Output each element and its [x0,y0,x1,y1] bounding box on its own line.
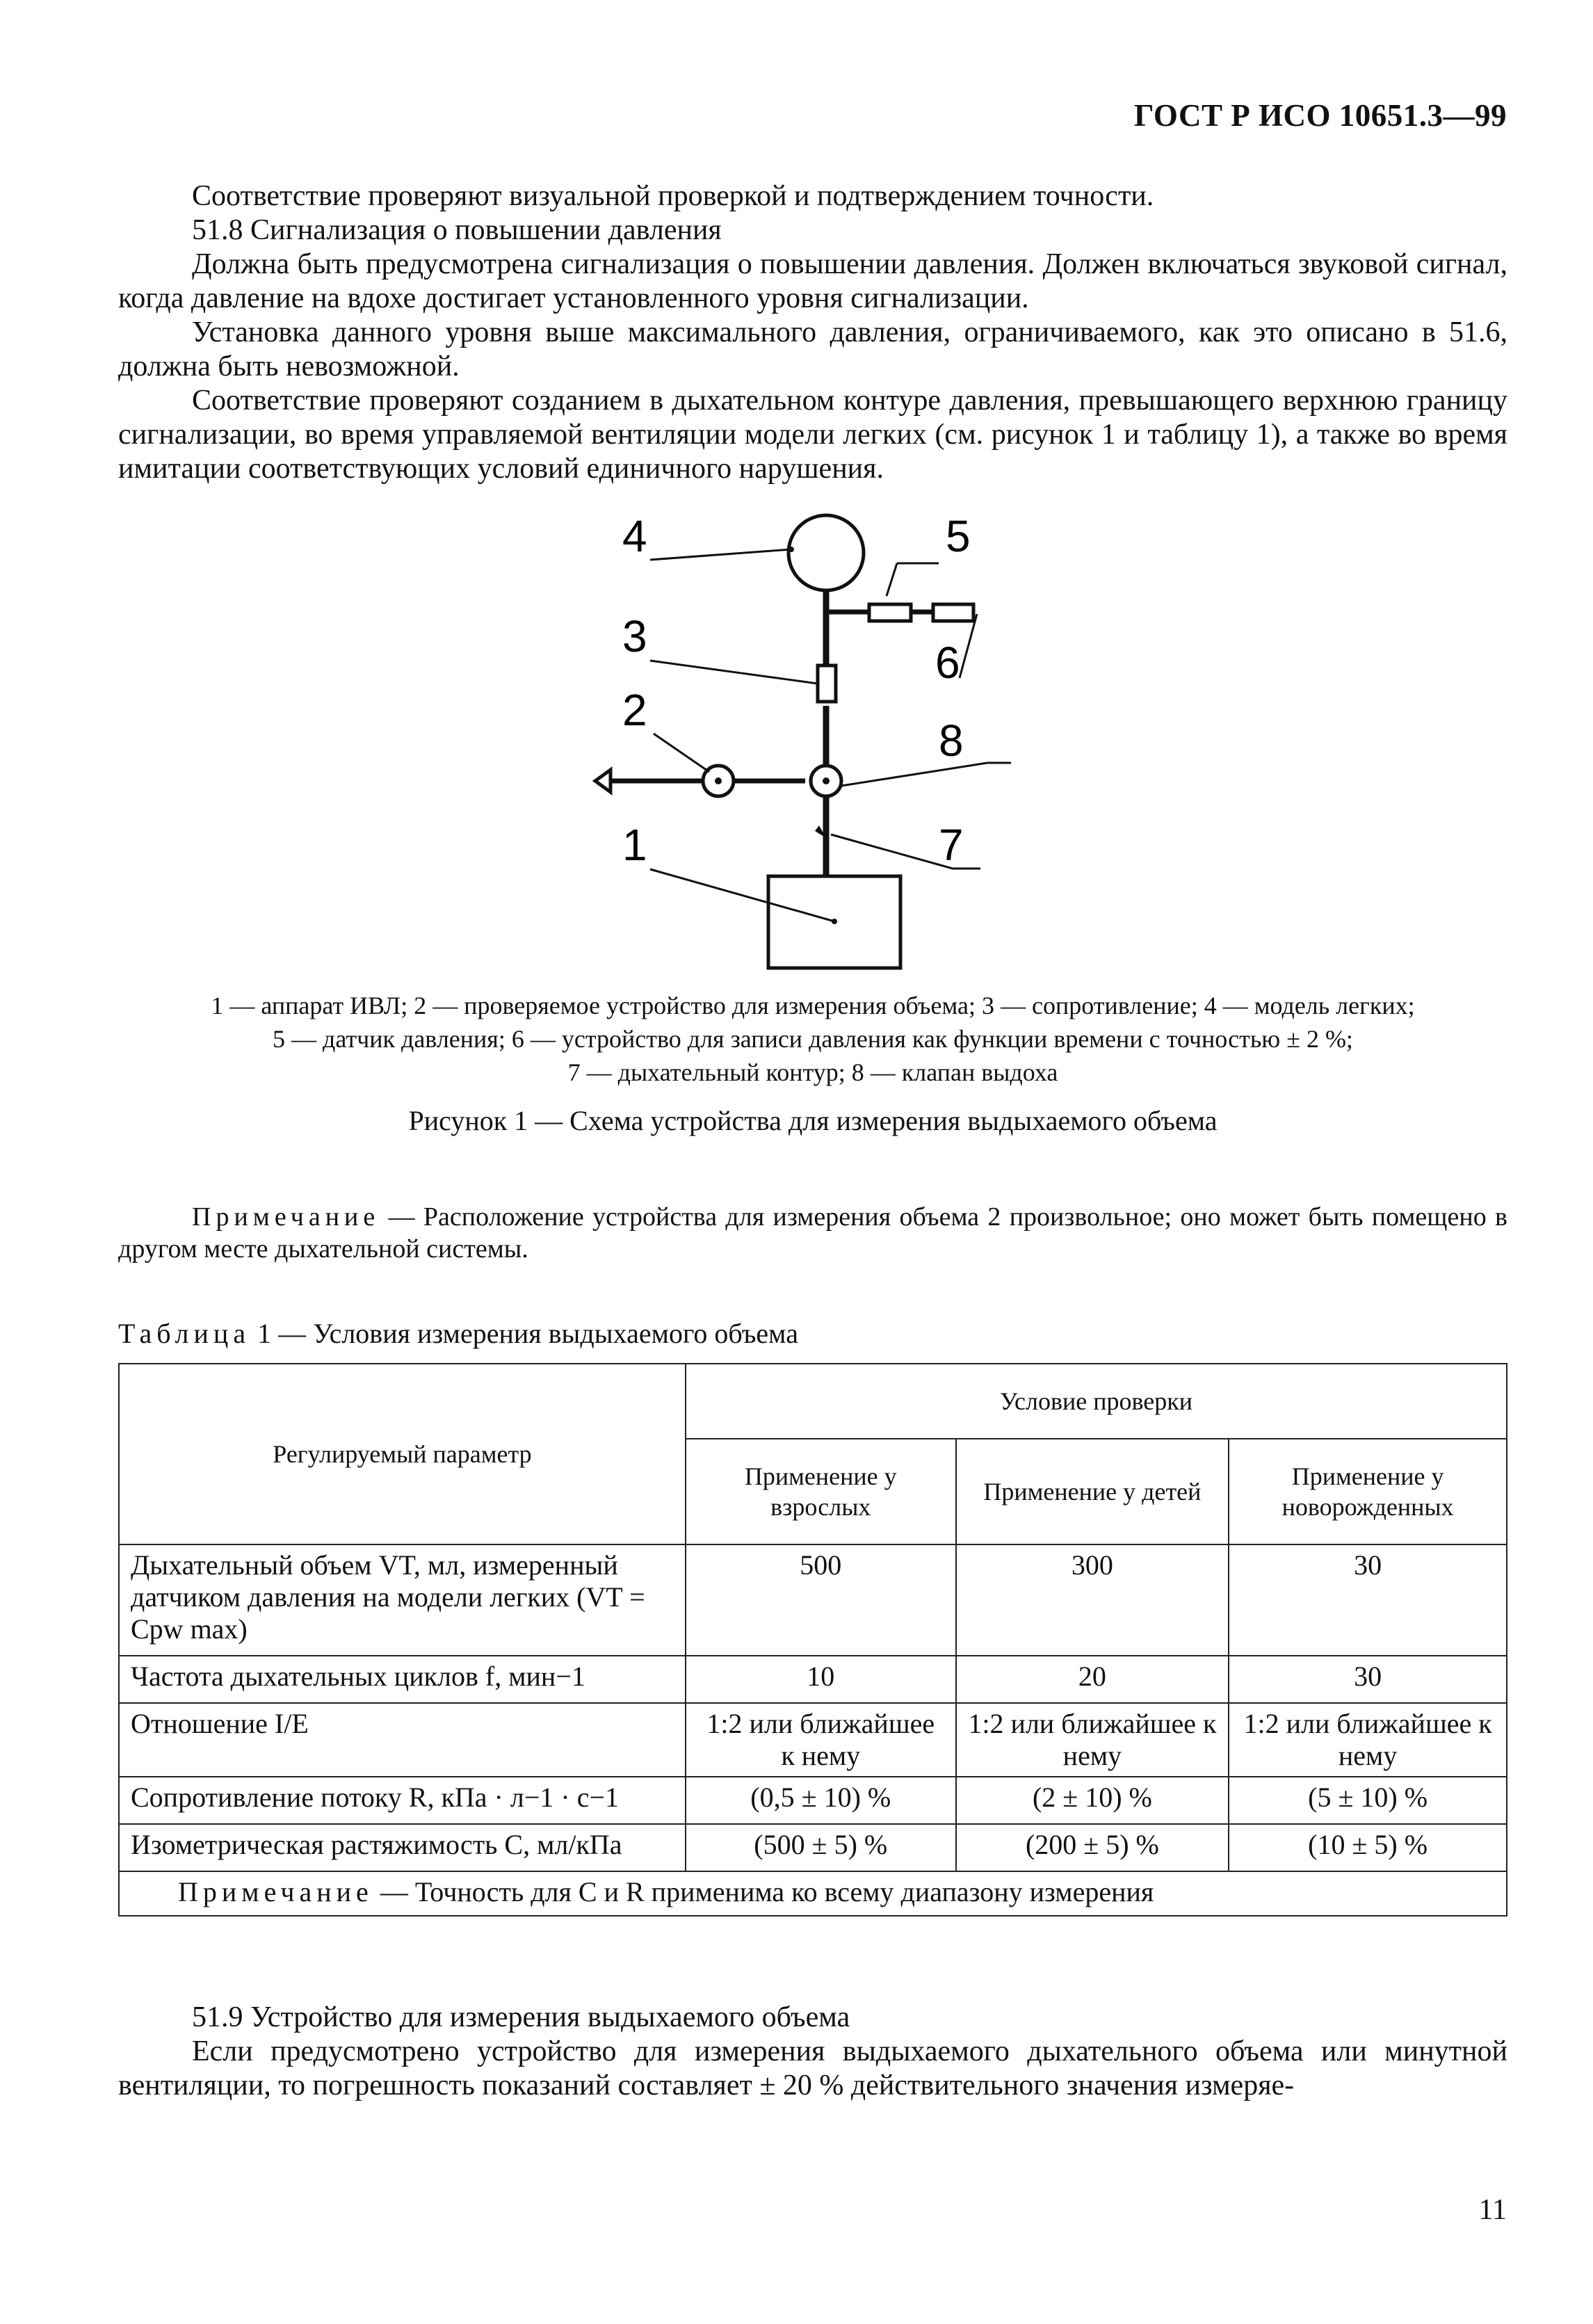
row-param-compliance: Изометрическая растяжимость C, мл/кПа [119,1824,686,1871]
legend-line-1: 1 — аппарат ИВЛ; 2 — проверяемое устройство для измерения объема; 3 — сопротивление; 4 — модель легких; [211,992,1415,1019]
cell-value: 30 [1229,1544,1507,1656]
note-label: Примечание [192,1202,380,1232]
cell-value: 10 [686,1656,956,1703]
document-code: ГОСТ Р ИСО 10651.3—99 [1133,98,1507,133]
cell-value: 20 [956,1656,1229,1703]
cell-value: (2 ± 10) % [956,1777,1229,1824]
label-1: 1 [622,820,647,870]
row-param-ie-ratio: Отношение I/E [119,1703,686,1777]
paragraph-volume-device: Если предусмотрено устройство для измерения выдыхаемого дыхательного объема или минутной вентиляции, то погрешность показаний составляет ± 20 % действительного значения измеряе- [118,2035,1507,2101]
section-51-9 [118,2001,1507,2103]
cell-value: 1:2 или ближайшее к нему [686,1703,956,1777]
section-heading-51-9: 51.9 Устройство для измерения выдыхаемого объема [192,2001,850,2033]
header-parameter: Регулируемый параметр [119,1364,686,1544]
table-note-label: Примечание [178,1876,373,1907]
row-param-frequency: Частота дыхательных циклов f, мин−1 [119,1656,686,1703]
table-note-row [119,1871,1507,1916]
table-caption-text: 1 — Условия измерения выдыхаемого объема [250,1318,798,1349]
cell-value: (0,5 ± 10) % [686,1777,956,1824]
paragraph-level: Установка данного уровня выше максимального давления, ограничиваемого, как это описано в 51.6, должна быть невозможной. [118,316,1507,382]
figure-1-diagram [591,504,1036,981]
page-number: 11 [1478,2194,1507,2226]
table-row [119,1824,1507,1871]
outlet-arrow [595,770,610,792]
column-adults: Применение у взрослых [686,1439,956,1544]
section-heading-51-8: 51.8 Сигнализация о повышении давления [192,214,722,246]
label-3: 3 [622,611,647,661]
paragraph-alarm: Должна быть предусмотрена сигнализация о повышении давления. Должен включаться звуковой сигнал, когда давление на вдохе достигает установленного уровня сигнализации. [118,248,1507,314]
legend-line-3: 7 — дыхательный контур; 8 — клапан выдоха [567,1058,1058,1086]
table-caption [118,1317,798,1350]
cell-value: (5 ± 10) % [1229,1777,1507,1824]
label-4: 4 [622,511,647,561]
row-param-resistance: Сопротивление потоку R, кПа · л−1 · с−1 [119,1777,686,1824]
column-newborns: Применение у новорожденных [1229,1439,1507,1544]
pressure-sensor [869,604,911,621]
label-2: 2 [622,685,647,735]
header-condition: Условие проверки [686,1364,1507,1439]
cell-value: 500 [686,1544,956,1656]
legend-line-2: 5 — датчик давления; 6 — устройство для записи давления как функции времени с точностью ± 2 %; [273,1025,1353,1053]
paragraph-compliance: Соответствие проверяют визуальной проверкой и подтверждением точности. [192,180,1154,212]
table-caption-label: Таблица [118,1318,251,1349]
table-note-text: — Точность для C и R применима ко всему диапазону измерения [380,1876,1154,1907]
cell-value: 30 [1229,1656,1507,1703]
table-row [119,1703,1507,1777]
table-row [119,1777,1507,1824]
table-note [119,1871,1507,1916]
label-7: 7 [939,820,964,870]
paragraph-test: Соответствие проверяют созданием в дыхательном контуре давления, превышающего верхнюю границу сигнализации, во время управляемой вентиляции модели легких (см. рисунок 1 и таблицу 1), а также во время имитации соответствующих условий единичного нарушения. [118,385,1507,485]
cell-value: 1:2 или ближайшее к нему [1229,1703,1507,1777]
label-6: 6 [935,638,960,688]
row-param-tidal-volume: Дыхательный объем VT, мл, измеренный датчиком давления на модели легких (VT = Cpw max) [119,1544,686,1656]
figure-note [118,1201,1507,1265]
figure-legend [118,989,1507,1089]
pressure-recorder [933,604,973,621]
note-text: — Расположение устройства для измерения объема 2 произвольное; оно может быть помещено в другом месте дыхательной системы. [118,1202,1508,1264]
cell-value: (500 ± 5) % [686,1824,956,1871]
cell-value: (10 ± 5) % [1229,1824,1507,1871]
lung-model-circle [789,515,864,590]
intro-text [118,179,1507,486]
resistance-element [818,665,836,702]
table-row [119,1544,1507,1656]
cell-value: (200 ± 5) % [956,1824,1229,1871]
cell-value: 1:2 или ближайшее к нему [956,1703,1229,1777]
conditions-table [118,1363,1507,1917]
label-8: 8 [939,716,964,766]
figure-caption: Рисунок 1 — Схема устройства для измерения выдыхаемого объема [408,1105,1218,1136]
table-row [119,1656,1507,1703]
cell-value: 300 [956,1544,1229,1656]
label-5: 5 [946,511,971,561]
column-children: Применение у детей [956,1439,1229,1544]
